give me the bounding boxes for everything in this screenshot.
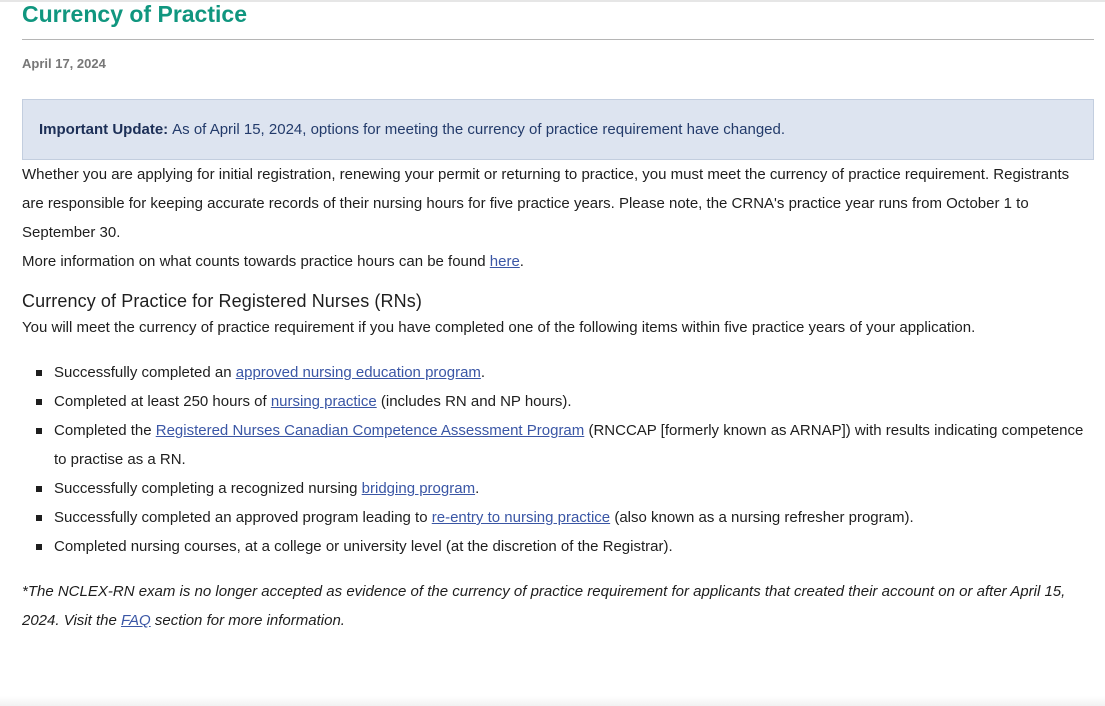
nursing-practice-link[interactable]: nursing practice bbox=[270, 393, 377, 410]
list-item bbox=[54, 532, 1094, 561]
callout-text: As of April 15, 2024, options for meeting the currency of practice requirement have changed. bbox=[172, 121, 786, 138]
item-text: Successfully completed an approved program leading to bbox=[54, 509, 428, 526]
important-update-callout bbox=[22, 99, 1094, 160]
here-link[interactable]: here bbox=[489, 253, 520, 270]
item-text: Completed nursing courses, at a college or university level (at the discretion of the Registrar). bbox=[54, 538, 673, 555]
note-text-after: section for more information. bbox=[154, 612, 345, 629]
callout-label: Important Update: bbox=[39, 121, 169, 138]
faq-link[interactable]: FAQ bbox=[120, 612, 151, 629]
title-divider bbox=[22, 39, 1094, 40]
list-item bbox=[54, 503, 1094, 532]
list-item bbox=[54, 358, 1094, 387]
item-text-after: (also known as a nursing refresher program). bbox=[614, 509, 914, 526]
item-text: Completed at least 250 hours of bbox=[54, 393, 267, 410]
item-text: Successfully completing a recognized nursing bbox=[54, 480, 358, 497]
bottom-fade bbox=[0, 696, 1105, 706]
note-text: *The NCLEX-RN exam is no longer accepted as evidence of the currency of practice requirement for applicants that created their account on or after April 15, 2024. Visit the bbox=[22, 583, 1066, 629]
bridging-program-link[interactable]: bridging program bbox=[361, 480, 476, 497]
rnccap-link[interactable]: Registered Nurses Canadian Competence Assessment Program bbox=[155, 422, 585, 439]
item-text: Successfully completed an bbox=[54, 364, 232, 381]
list-item bbox=[54, 387, 1094, 416]
item-text-after: . bbox=[480, 364, 486, 381]
article bbox=[22, 0, 1094, 635]
item-text-after: (RNCCAP [formerly known as ARNAP]) with results indicating competence to practise as a RN. bbox=[54, 422, 1084, 468]
intro-paragraph: Whether you are applying for initial registration, renewing your permit or returning to practice, you must meet the currency of practice requirement. Registrants are responsible for keeping accurate records of their nursing hours for five practice years. Please note, the CRNA's practice year runs from October 1 to September 30. bbox=[22, 166, 1070, 241]
re-entry-link[interactable]: re-entry to nursing practice bbox=[431, 509, 611, 526]
nclex-note bbox=[22, 577, 1094, 635]
item-text: Completed the bbox=[54, 422, 152, 439]
requirements-list bbox=[22, 358, 1094, 561]
rn-section-heading: Currency of Practice for Registered Nurses (RNs) bbox=[22, 291, 422, 311]
rn-section-lead: You will meet the currency of practice requirement if you have completed one of the following items within five practice years of your application. bbox=[22, 319, 976, 336]
page-title: Currency of Practice bbox=[22, 1, 247, 27]
list-item bbox=[54, 474, 1094, 503]
more-info-end: . bbox=[519, 253, 524, 270]
list-item bbox=[54, 416, 1094, 474]
item-text-after: . bbox=[475, 480, 480, 497]
approved-nursing-education-program-link[interactable]: approved nursing education program bbox=[235, 364, 481, 381]
more-info-text: More information on what counts towards practice hours can be found bbox=[22, 253, 486, 270]
more-info-paragraph bbox=[22, 247, 1094, 276]
publish-date: April 17, 2024 bbox=[22, 56, 106, 71]
item-text-after: (includes RN and NP hours). bbox=[380, 393, 572, 410]
